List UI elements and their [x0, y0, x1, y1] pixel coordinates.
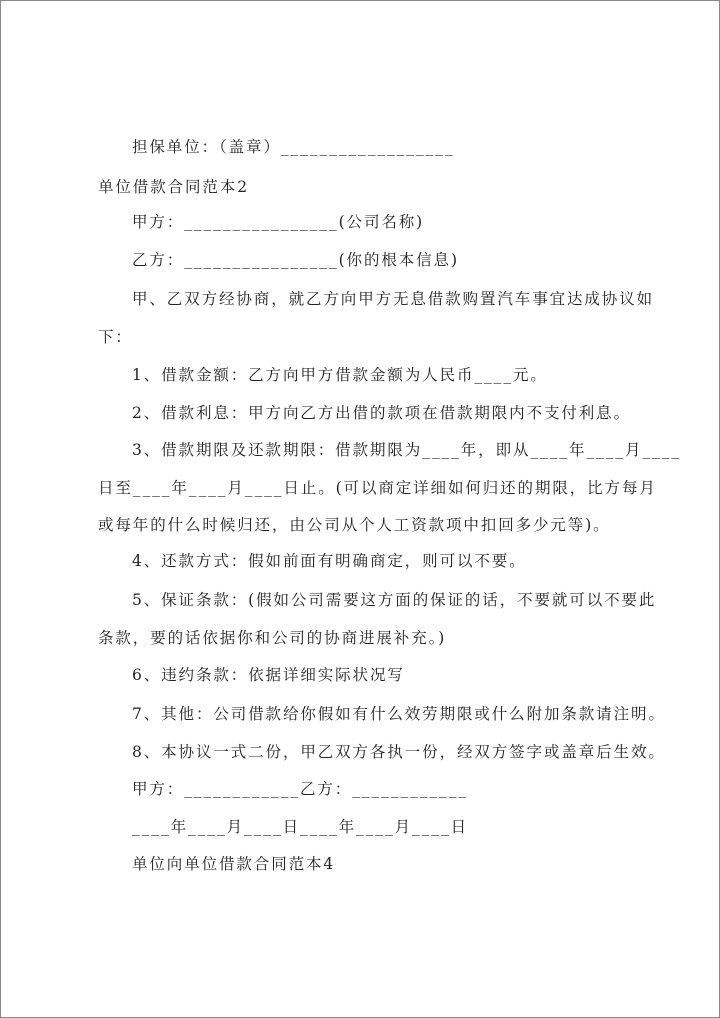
clause-6: 6、违约条款：依据详细实际状况写: [132, 666, 405, 684]
clause-3-line-1: 3、借款期限及还款期限：借款期限为____年，即从____年____月____: [132, 441, 681, 459]
clause-4: 4、还款方式：假如前面有明确商定，则可以不要。: [132, 552, 527, 570]
signature-line: 甲方：____________乙方：____________: [132, 780, 469, 798]
intro-paragraph-line-2: 下：: [98, 328, 133, 346]
clause-3-line-2: 日至____年____月____日止。(可以商定详细如何归还的期限，比方每月: [98, 479, 657, 497]
clause-2: 2、借款利息：甲方向乙方出借的款项在借款期限内不支付利息。: [132, 404, 631, 422]
clause-7: 7、其他：公司借款给你假如有什么效劳期限或什么附加条款请注明。: [132, 705, 666, 723]
clause-1: 1、借款金额：乙方向甲方借款金额为人民币____元。: [132, 366, 548, 384]
party-b-line: 乙方：________________(你的根本信息): [132, 251, 459, 269]
clause-5-line-1: 5、保证条款：(假如公司需要这方面的保证的话，不要就可以不要此: [132, 591, 657, 609]
clause-5-line-2: 条款，要的话依据你和公司的协商进展补充。): [98, 629, 447, 647]
guarantor-line: 担保单位：（盖章）__________________: [132, 138, 455, 156]
party-a-line: 甲方：________________(公司名称): [132, 213, 425, 231]
section-heading-2: 单位借款合同范本2: [98, 178, 249, 196]
clause-8: 8、本协议一式二份，甲乙双方各执一份，经双方签字或盖章后生效。: [132, 743, 666, 761]
date-line: ____年____月____日____年____月____日: [132, 818, 469, 836]
clause-3-line-3: 或每年的什么时候归还，由公司从个人工资款项中扣回多少元等)。: [98, 516, 611, 534]
intro-paragraph-line-1: 甲、乙双方经协商，就乙方向甲方无息借款购置汽车事宜达成协议如: [132, 290, 655, 308]
section-heading-4: 单位向单位借款合同范本4: [132, 855, 336, 873]
